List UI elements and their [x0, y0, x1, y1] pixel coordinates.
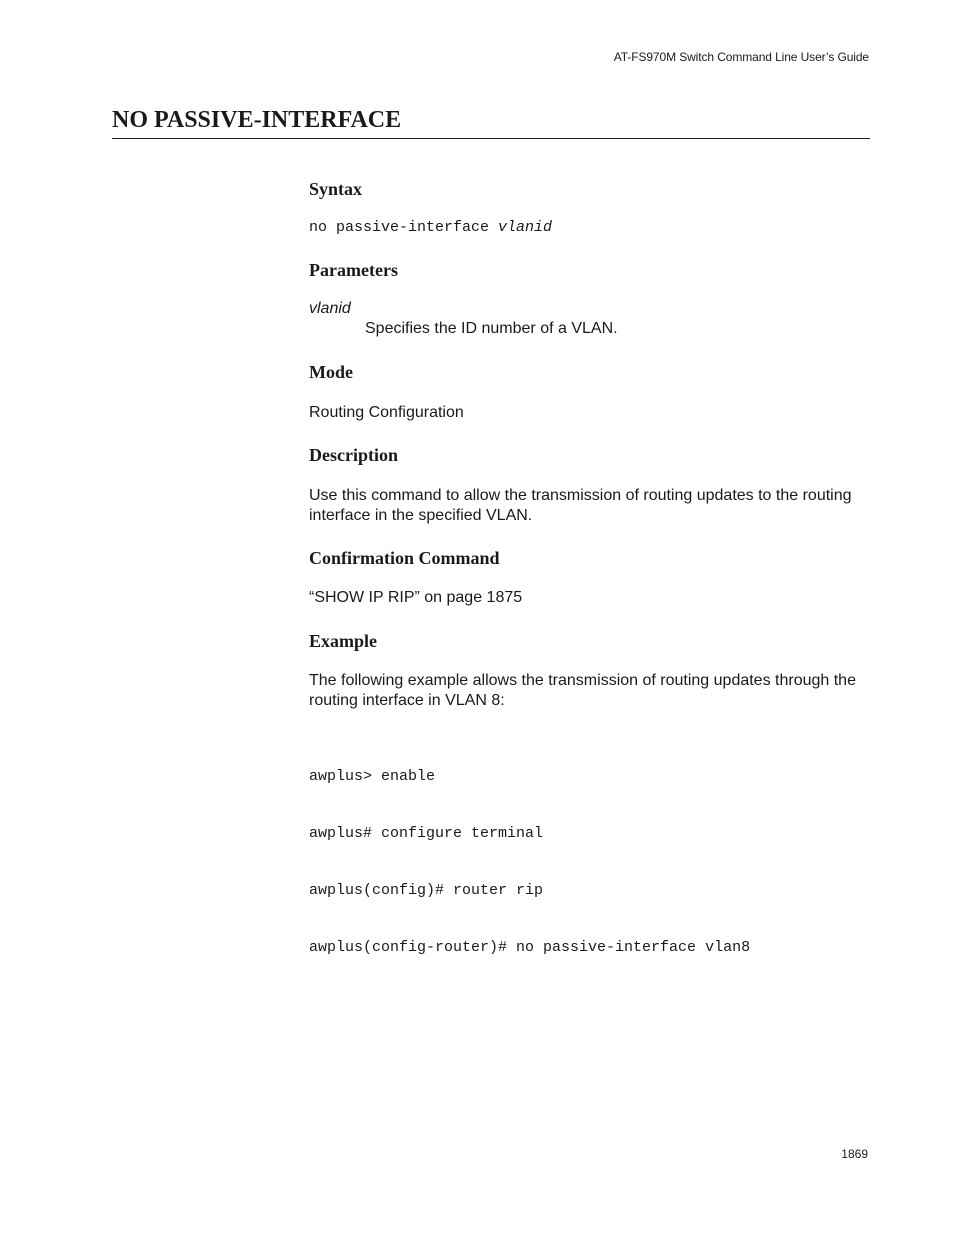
code-line: awplus(config-router)# no passive-interface vlan8 — [309, 939, 751, 956]
code-line: awplus# configure terminal — [309, 825, 544, 842]
page-number: 1869 — [841, 1147, 868, 1161]
confirmation-heading: Confirmation Command — [309, 548, 500, 568]
mode-text: Routing Configuration — [309, 404, 464, 421]
example-code-block — [309, 729, 750, 995]
parameters-heading: Parameters — [309, 260, 398, 280]
code-line: awplus(config)# router rip — [309, 882, 544, 899]
syntax-command: no passive-interface — [309, 219, 499, 236]
confirmation-link[interactable]: “SHOW IP RIP” on page 1875 — [309, 589, 523, 606]
example-text: The following example allows the transmission of routing updates through the routing interface in VLAN 8: — [309, 672, 856, 709]
syntax-heading: Syntax — [309, 179, 363, 199]
running-header: AT-FS970M Switch Command Line User’s Guide — [613, 50, 869, 64]
example-heading: Example — [309, 631, 378, 651]
description-text: Use this command to allow the transmission of routing updates to the routing interface in the specified VLAN. — [309, 487, 852, 524]
mode-heading: Mode — [309, 362, 353, 382]
code-line: awplus> enable — [309, 768, 436, 785]
description-heading: Description — [309, 445, 398, 465]
syntax-argument: vlanid — [498, 219, 553, 236]
parameter-description: Specifies the ID number of a VLAN. — [365, 320, 618, 337]
page-title: NO PASSIVE-INTERFACE — [112, 107, 870, 139]
syntax-line — [309, 219, 552, 236]
parameter-name: vlanid — [309, 300, 351, 317]
